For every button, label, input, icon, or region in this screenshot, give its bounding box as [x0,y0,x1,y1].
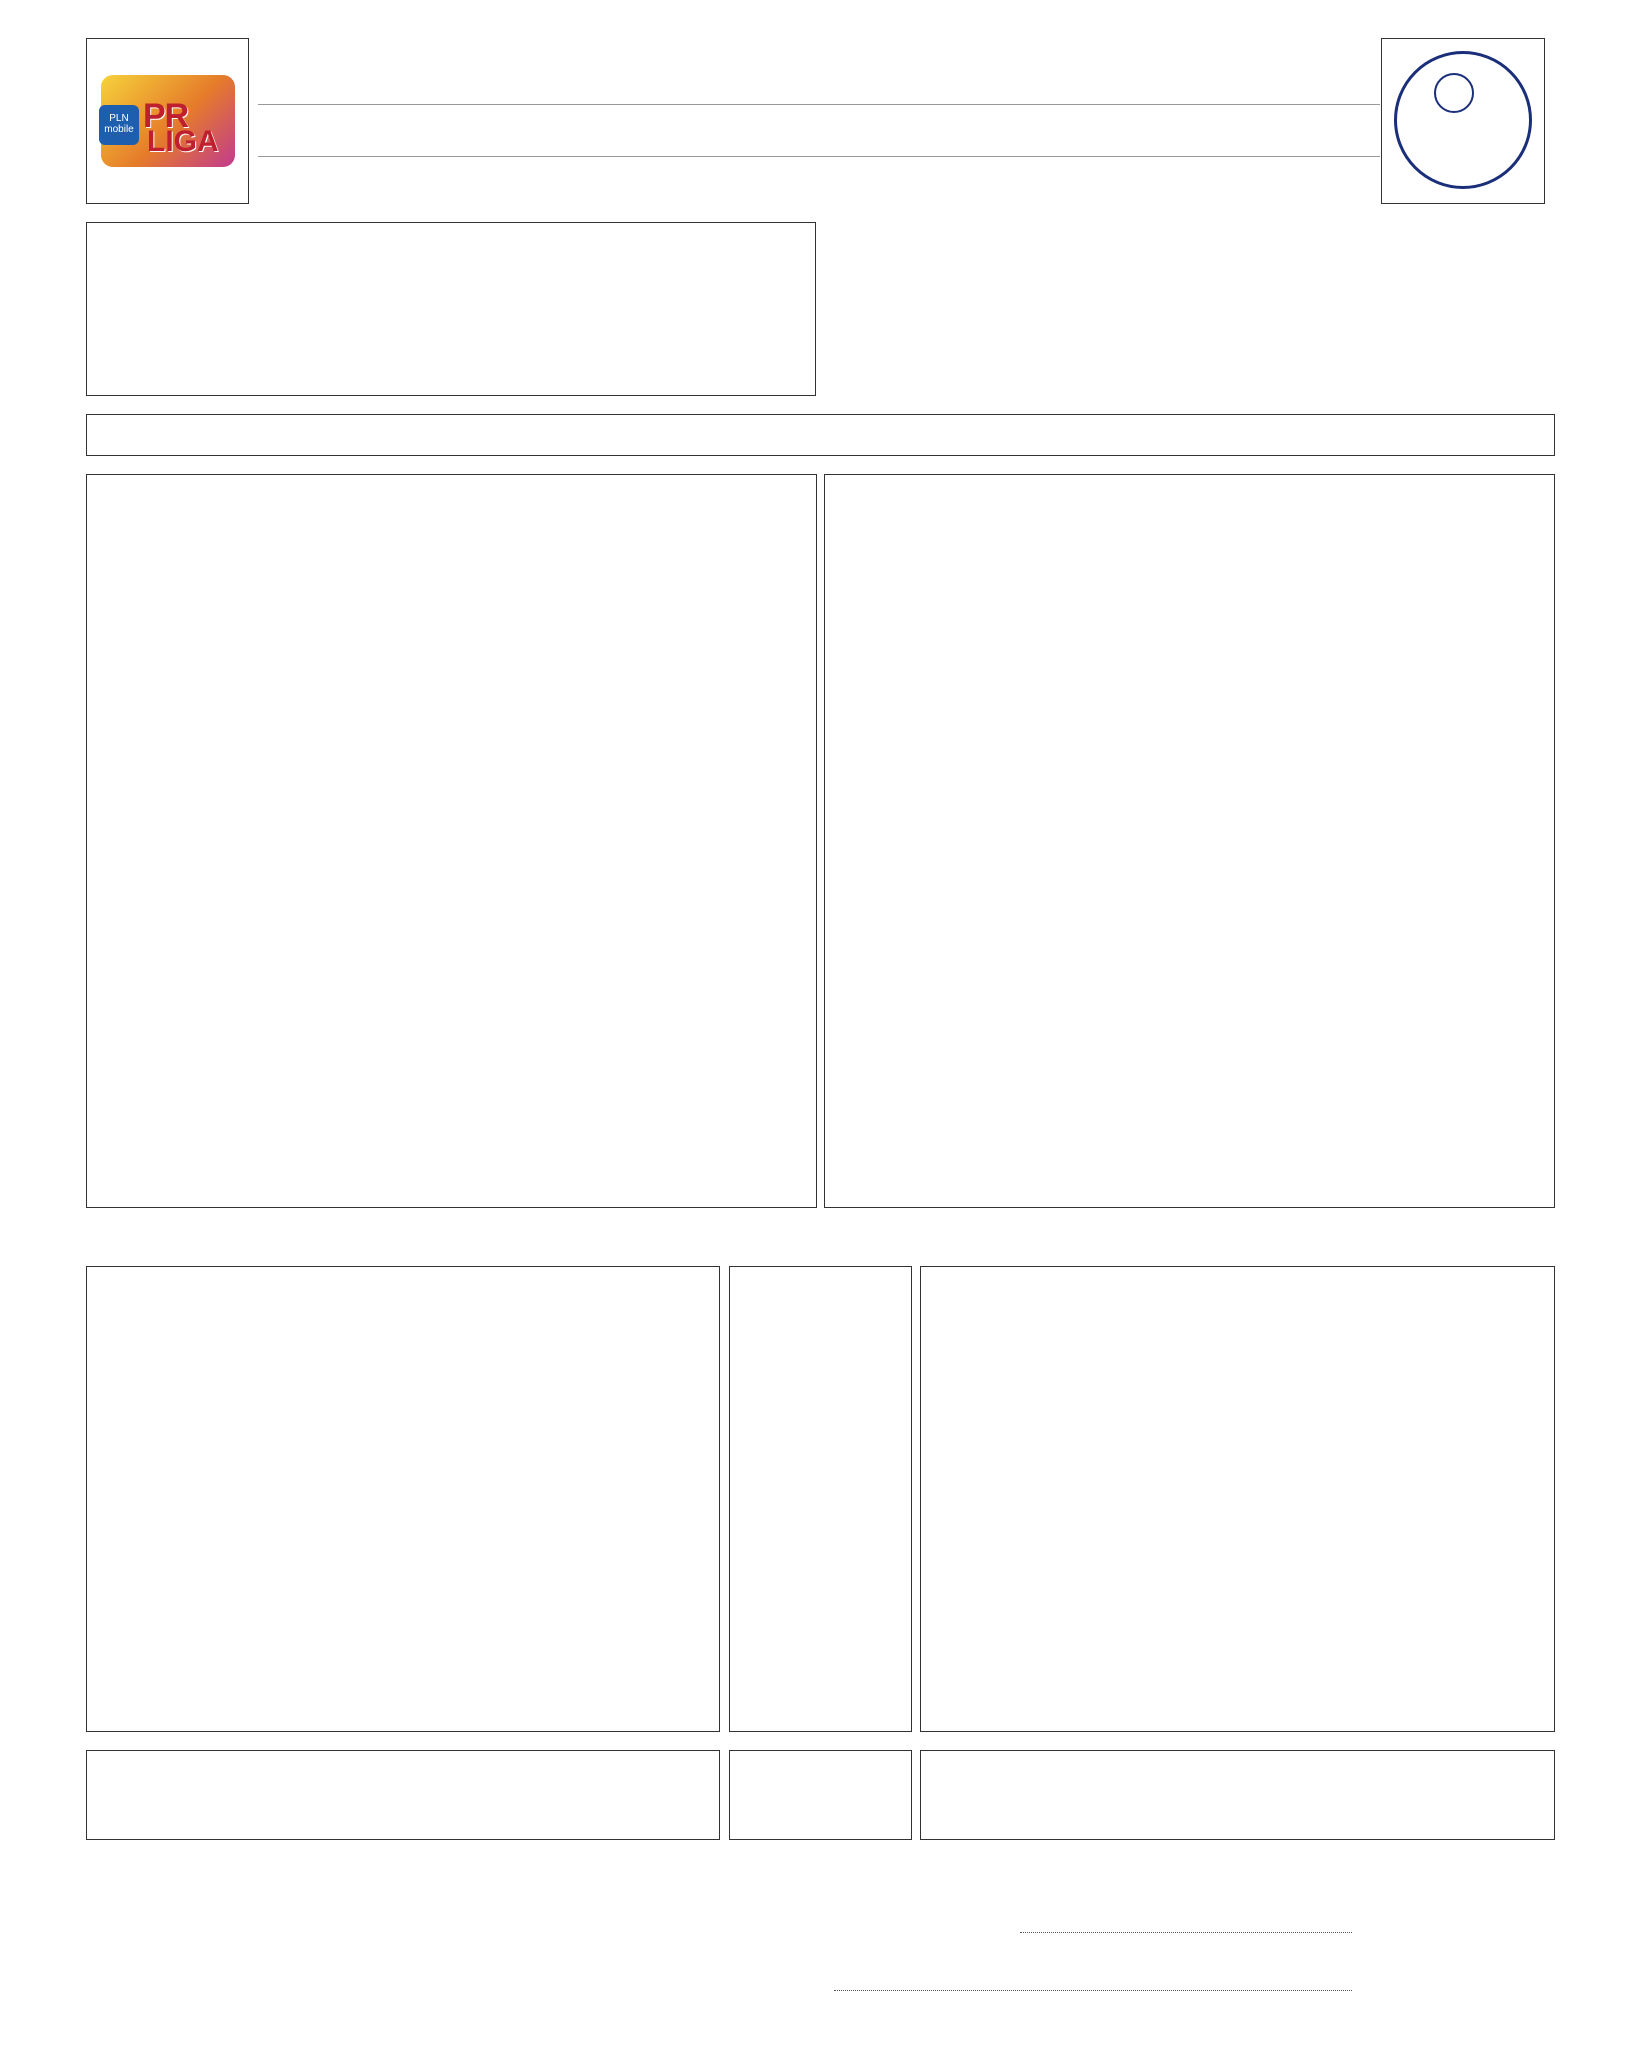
best-scorer-b [920,1750,1555,1840]
team-a-lineup [86,474,817,1208]
side-banner [0,0,80,2048]
jury-line[interactable] [1020,1932,1352,1933]
signature-line[interactable] [834,1990,1352,1991]
proliga-logo: PLN mobile PR LIGA [86,38,249,204]
pbvsi-logo [1381,38,1545,204]
best-scorer-a [86,1750,720,1840]
perf-team-a [86,1266,720,1732]
best-scorer-label [729,1750,912,1840]
team-b-lineup [824,474,1555,1208]
perf-team-b [920,1266,1555,1732]
perf-skills [729,1266,912,1732]
match-info [86,222,816,396]
scoreboard [824,222,1555,396]
referees [86,414,1555,456]
